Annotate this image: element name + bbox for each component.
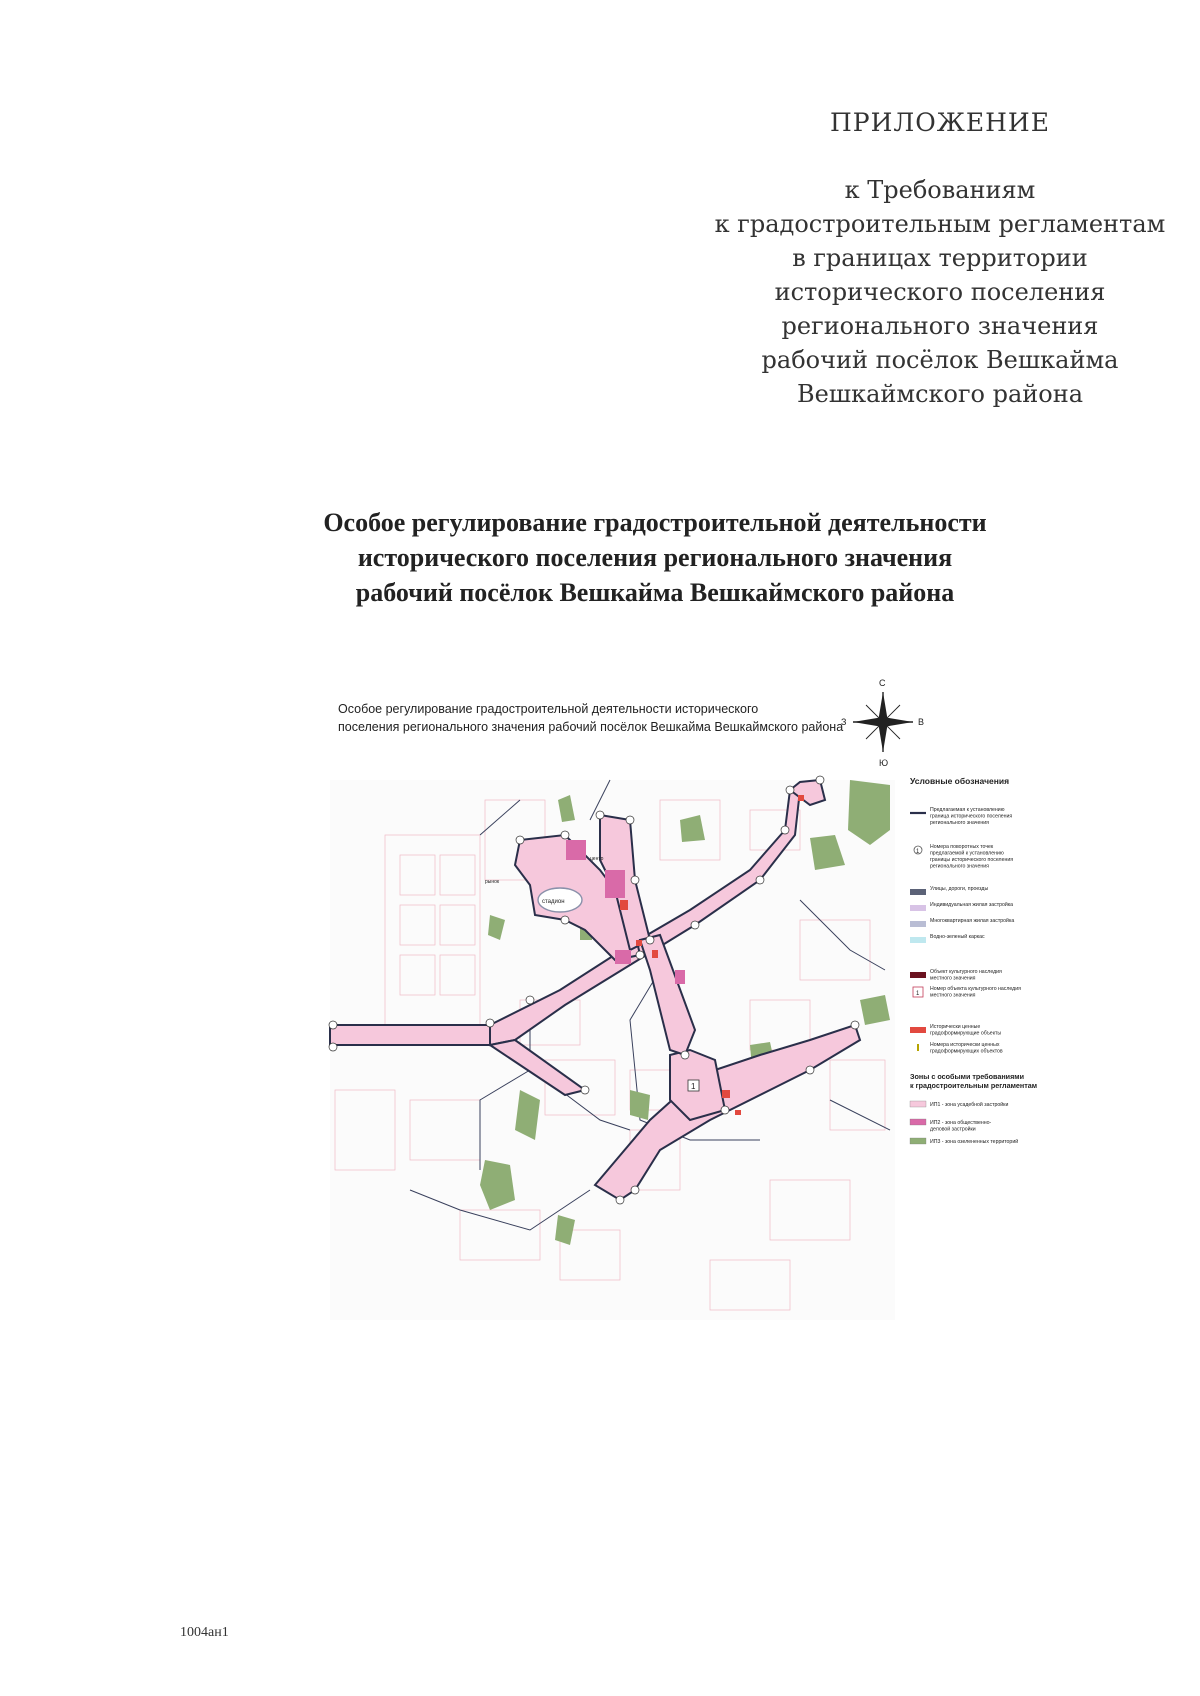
legend-item-label: Объект культурного наследия <box>930 969 1002 975</box>
compass-north-label: С <box>879 678 886 688</box>
document-title <box>260 505 1050 610</box>
legend-swatch <box>910 889 926 895</box>
legend-zone-label: деловой застройки <box>930 1126 976 1133</box>
map-legend <box>910 776 1037 1145</box>
legend-zone-label: ИП1 - зона усадебной застройки <box>930 1102 1009 1108</box>
stadium-label: стадион <box>542 899 565 905</box>
legend-zone-label: ИП3 - зона озелененных территорий <box>930 1139 1019 1145</box>
appendix-line: рабочий посёлок Вешкайма <box>761 346 1119 374</box>
compass-rose-icon <box>841 678 924 768</box>
compass-west-label: З <box>841 717 847 727</box>
legend-item-label: граница исторического поселения <box>930 813 1013 820</box>
legend-zone-swatch <box>910 1138 926 1144</box>
appendix-line: в границах территории <box>792 244 1088 272</box>
appendix-line: регионального значения <box>781 312 1099 340</box>
document-code: 1004ан1 <box>180 1625 229 1640</box>
legend-zones-title: к градостроительным регламентам <box>910 1081 1038 1090</box>
appendix-line: к Требованиям <box>844 176 1036 204</box>
map-area <box>329 776 895 1320</box>
legend-item-label: регионального значения <box>930 820 989 826</box>
legend-item-label: градоформирующих объектов <box>930 1048 1003 1055</box>
appendix-line: к градостроительным регламентам <box>714 210 1166 238</box>
legend-item-label: Индивидуальная жилая застройка <box>930 902 1014 908</box>
legend-sample-number: 1 <box>916 849 920 855</box>
document-title-line: Особое регулирование градостроительной деятельности <box>323 508 987 537</box>
compass-south-label: Ю <box>879 758 889 768</box>
legend-zones-title: Зоны с особыми требованиями <box>910 1072 1025 1081</box>
legend-item-label: предлагаемой к установлению <box>930 850 1004 857</box>
legend-swatch <box>910 937 926 943</box>
legend-item-label: градоформирующие объекты <box>930 1030 1002 1037</box>
svg-text:1: 1 <box>691 1082 696 1091</box>
legend-item-label: местного значения <box>930 992 976 999</box>
map-canvas <box>330 670 1038 1330</box>
legend-zone-swatch <box>910 1101 926 1107</box>
appendix-line: исторического поселения <box>774 278 1106 306</box>
legend-zone-label: ИП2 - зона общественно- <box>930 1120 992 1126</box>
legend-swatch <box>910 905 926 911</box>
document-title-line: рабочий посёлок Вешкайма Вешкаймского района <box>355 578 955 607</box>
center-label: центр <box>590 856 604 862</box>
legend-title: Условные обозначения <box>910 776 1010 786</box>
document-title-line: исторического поселения регионального значения <box>357 543 953 572</box>
legend-item-label: Номер объекта культурного наследия <box>930 986 1021 992</box>
legend-item-label: Исторически ценные <box>930 1024 981 1030</box>
legend-item-label: Предлагаемая к установлению <box>930 807 1005 813</box>
compass-east-label: В <box>918 717 925 727</box>
legend-item-label: Улицы, дороги, проезды <box>930 886 989 892</box>
legend-item-label: местного значения <box>930 975 976 982</box>
legend-item-label: Номера поворотных точек <box>930 844 994 850</box>
appendix-header <box>700 108 1180 411</box>
legend-item-label: Водно-зеленый каркас <box>930 934 985 940</box>
legend-swatch <box>910 921 926 927</box>
legend-swatch <box>910 972 926 978</box>
legend-zone-swatch <box>910 1119 926 1125</box>
map-title-line: Особое регулирование градостроительной деятельности исторического <box>338 702 759 716</box>
legend-item-label: Многоквартирная жилая застройка <box>930 918 1015 924</box>
map-figure <box>330 670 1038 1330</box>
legend-item-label: регионального значения <box>930 863 989 870</box>
legend-swatch <box>910 1027 926 1033</box>
legend-historic-number-symbol <box>917 1044 919 1051</box>
legend-item-label: границы исторического поселения <box>930 857 1014 863</box>
appendix-line: Вешкаймского района <box>796 380 1084 408</box>
map-title-line: поселения регионального значения рабочий посёлок Вешкайма Вешкаймского района <box>338 720 844 734</box>
market-label: рынок <box>485 879 500 885</box>
appendix-title: ПРИЛОЖЕНИЕ <box>830 108 1050 137</box>
legend-item-label: Номера исторически ценных <box>930 1042 1000 1048</box>
legend-sample-number: 1 <box>916 991 920 997</box>
